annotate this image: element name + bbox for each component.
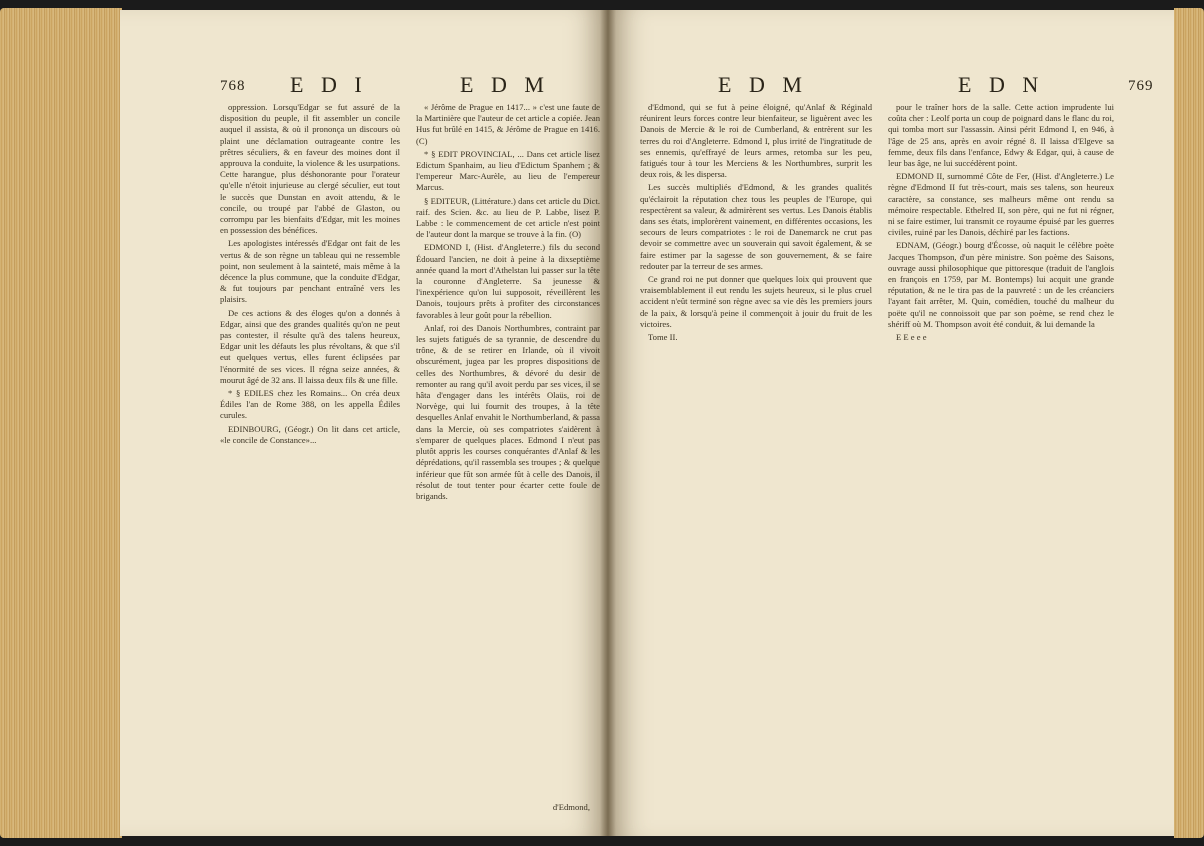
left-page — [120, 10, 608, 836]
paragraph: EDMOND II, surnommé Côte de Fer, (Hist. d'Angleterre.) Le règne d'Edmond II fut très-court, mais ses talens, son heureux caractère, sa constance, ses malheurs même ont rendu sa mémoire respectable. Ethelred II, son père, qui ne fut ni régner, ni se faire estimer, lui transmit ce royaume épuisé par les guerres civiles, ruiné par les Danois, déchiré par les factions. — [888, 171, 1114, 238]
right-page — [608, 10, 1174, 836]
right-page-columns — [640, 102, 1136, 796]
paragraph: pour le traîner hors de la salle. Cette action imprudente lui coûta cher : Leolf porta un coup de poignard dans le flanc du roi, qui tomba mort sur l'assassin. Ainsi périt Edmond I, en 946, à l'âge de 25 ans, après en avoir régné 8. Il laissa d'Elgeve sa femme, deux fils dans l'enfance, Edwy & Edgar, qui, à cause de leur bas âge, ne lui succédèrent point. — [888, 102, 1114, 169]
left-page-column-a — [220, 102, 400, 796]
paragraph: Anlaf, roi des Danois Northumbres, contraint par les sujets fatigués de sa tyrannie, de descendre du trône, & de se retirer en Irlande, où il vivoit obscurément, jugea par les propres dispositions de celles des Northumbres, & dévoré du desir de remonter au rang qu'il avoit perdu par ses vices, il se hâta d'engager dans les intérêts Olaüs, roi de Norvège, qui lui fournit des troupes, à la tête desquelles Anlaf envahit le Northumberland, & passa dans la Mercie, où ses compatriotes s'aidèrent à s'emparer de quelques places. Edmond I n'eut pas plutôt appris les courses conquérantes d'Anlaf & les déprédations, qu'il rassembla ses troupes ; & quelque inférieur que fût son armée fût à celle des Danois, il résolut de tout tenter pour écarter cette foule de brigands. — [416, 322, 600, 501]
paragraph: * § EDIT PROVINCIAL, ... Dans cet article lisez Edictum Spanhaim, au lieu d'Edictum Spanhem ; & l'empereur Marc-Aurèle, au lieu de l'empereur Marcus. — [416, 148, 600, 193]
right-page-column-a — [640, 102, 872, 796]
paragraph: EDMOND I, (Hist. d'Angleterre.) fils du second Édouard l'ancien, ne doit à peine à la dixseptième année quand la mort d'Athelstan lui passer sur la tête la couronne d'Angleterre. Sa jeunesse & l'inexpérience qu'on lui supposoit, réveillèrent les Danois, toujours prêts à profiter des circonstances favorables à leur goût pour la rébellion. — [416, 242, 600, 320]
paragraph: EDINBOURG, (Géogr.) On lit dans cet article, «le concile de Constance»... — [220, 423, 400, 445]
page-number: 769 — [1128, 78, 1154, 94]
paragraph: Tome II. — [648, 332, 678, 343]
catchword: d'Edmond, — [552, 802, 590, 812]
running-head-right: E D M — [460, 72, 550, 97]
paragraph: De ces actions & des éloges qu'on a donnés à Edgar, ainsi que des grandes qualités qu'on ne peut pas contester, il résulte qu'à des talens heureux, Edgar unit les défauts les plus révoltans, & que s'il eut quelques vertus, elles furent éclipsées par l'énormité de ses vices. Il régna seize années, & mourut âgé de 32 ans. Il laissa deux fils & une fille. — [220, 307, 400, 385]
paragraph: Les succès multipliés d'Edmond, & les grandes qualités qu'éclairoit la réputation chez tous les peuples de l'Europe, qui respectèrent sa valeur, & admirèrent ses vertus. Les Danois établis dans ses états, implorèrent vainement, en différentes occasions, les secours de leurs compatriotes : le roi de Danemarck ne crut pas devoir se commettre avec un souverain qui savoit également, & se faire estimer par la sagesse de son gouvernement, & se faire redouter par la terreur de ses armes. — [640, 182, 872, 271]
running-head-right: E D N — [958, 72, 1045, 97]
paragraph: § EDITEUR, (Littérature.) dans cet article du Dict. raif. des Scien. &c. au lieu de P. Labbe, lisez P. Labbe : le commencement de cet article n'est point de l'auteur dont la marque se trouve à la fin. (O) — [416, 195, 600, 240]
right-page-column-b — [888, 102, 1114, 796]
paragraph: Les apologistes intéressés d'Edgar ont fait de les vertus & de son règne un tableau qui ne ressemble point, non seulement à la sainteté, mais même à la décence la plus commune, que la conduite d'Edgar, & fut toujours par penchant entraîné vers les plaisirs. — [220, 238, 400, 305]
page-number: 768 — [220, 78, 246, 94]
left-page-column-b — [416, 102, 600, 796]
paragraph: « Jérôme de Prague en 1417... » c'est une faute de la Martinière que l'auteur de cet article a copiée. Jean Hus fut brûlé en 1415, & Jérôme de Prague en 1416. (C) — [416, 102, 600, 146]
right-page-header — [608, 72, 1174, 102]
paragraph: d'Edmond, qui se fut à peine éloigné, qu'Anlaf & Réginald réunirent leurs forces contre leur bienfaiteur, se liguèrent avec les Danois de Mercie & le roi de Cumberland, & entrèrent sur les terres du roi d'Angleterre. Edmond I, plus irrité de l'ingratitude de ses ennemis, qu'effrayé de leurs armes, retomba sur les peu, fatigués tour à tour les Merciens & les Northumbres, surprit les deux rois, & les dispersa. — [640, 102, 872, 180]
paragraph: oppression. Lorsqu'Edgar se fut assuré de la disposition du peuple, il fit assembler un concile auquel il assista, & où il prononça un discours où plaint une déclamation outrageante contre les prêtres séculiers, & en faveur des moines dont il approuva la conduite, la violence & les usurpations. Cette harangue, plus déshonorante pour l'orateur qu'elle n'étoit injurieuse au clergé séculier, eut tout le succès que Dunstan en avoit attendu, & le concile, ou troupé par l'abbé de Glaston, ou corrompu par les bienfaits d'Edgar, mit les moines en possession des bénéfices. — [220, 102, 400, 236]
left-page-edges — [0, 8, 122, 838]
running-head-left: E D I — [290, 72, 368, 97]
paragraph: * § EDILES chez les Romains... On créa deux Édiles l'an de Rome 388, on les appella Édiles curules. — [220, 388, 400, 421]
paragraph: EDNAM, (Géogr.) bourg d'Écosse, où naquit le célèbre poète Jacques Thompson, d'un père ministre. Son poème des Saisons, ouvrage aussi philosophique que pittoresque (traduit de l'anglois en françois en 1759, par M. Bontemps) lui acquit une grande réputation, & ne le tira pas de la pauvreté : un de les créanciers l'ayant fait arrêter, M. Quin, comédien, touché du malheur du poëte qu'il ne connoissoit que par son poème, se rend chez le shériff où M. Thompson avoit été conduit, & lui demande la — [888, 240, 1114, 329]
book-gutter — [600, 10, 616, 836]
left-page-header — [120, 72, 608, 102]
paragraph: Ce grand roi ne put donner que quelques loix qui prouvent que vraisemblablement il eut rendu les sujets heureux, si le plus cruel accident n'eût terminé son règne avec sa vie dès les premiers jours de la paix, & lorsqu'à peine il commençoit à jouir du fruit de les victoires. — [640, 274, 872, 329]
paragraph: E E e e e — [896, 332, 927, 343]
right-page-edges — [1174, 8, 1204, 838]
left-page-columns — [220, 102, 600, 796]
running-head-left: E D M — [718, 72, 808, 97]
